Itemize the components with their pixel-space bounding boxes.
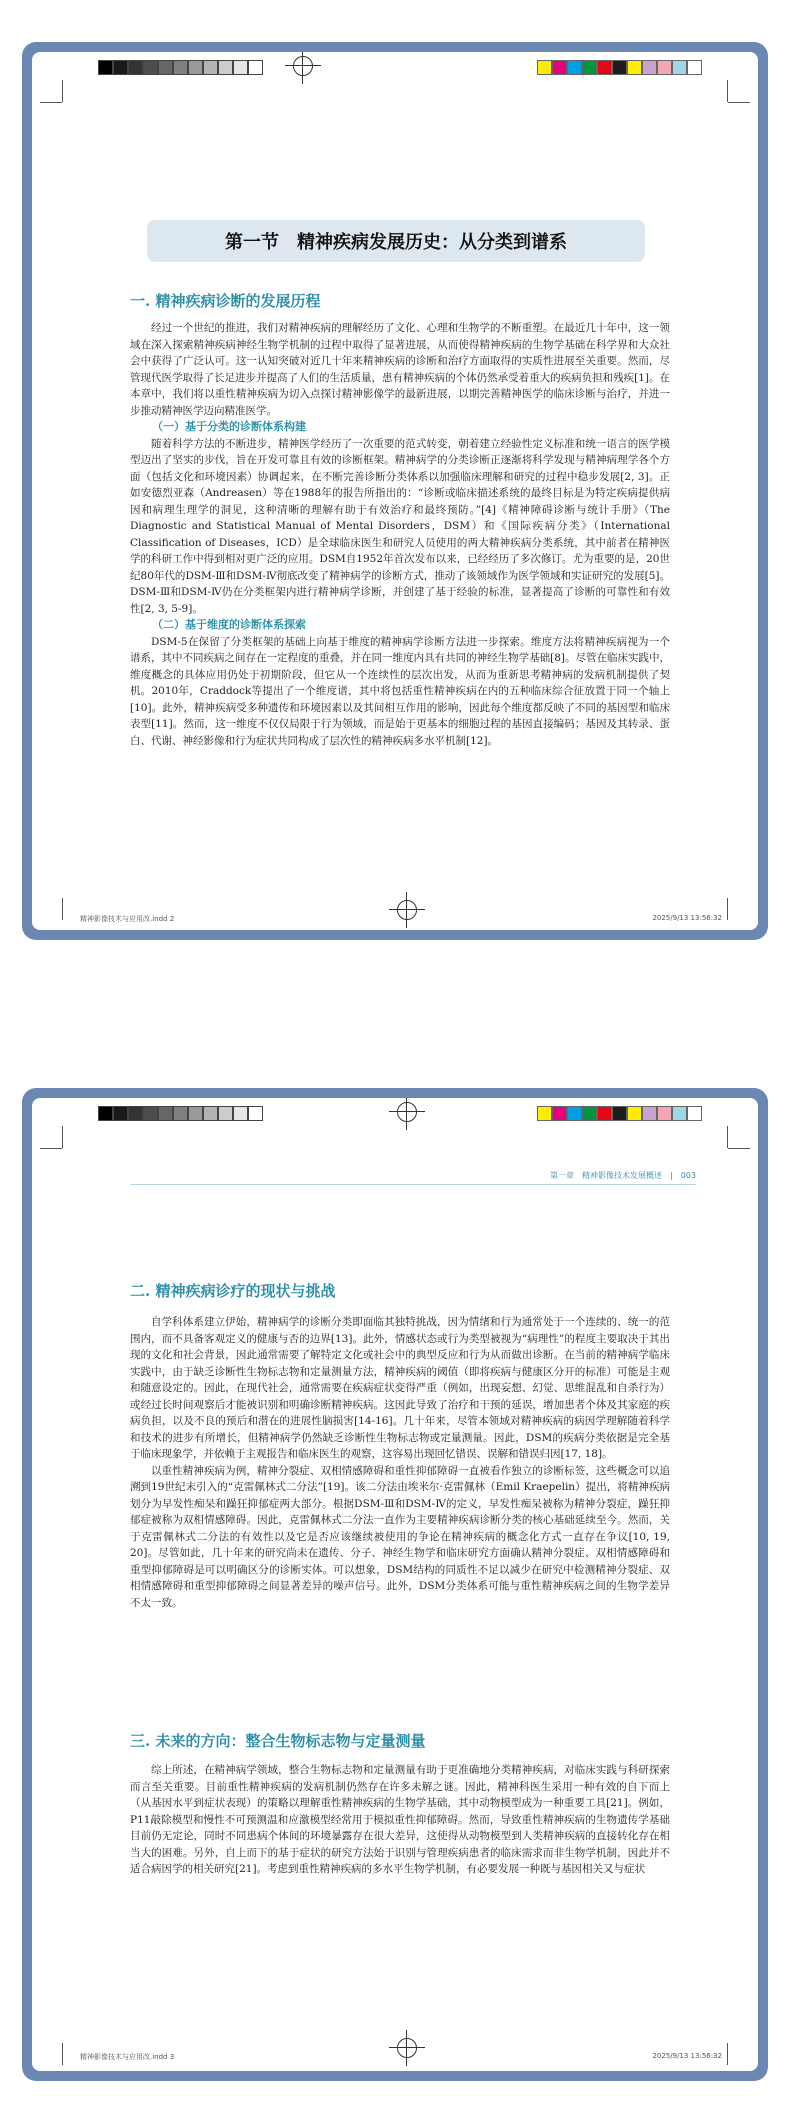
page-1-body xyxy=(130,320,670,749)
running-head: 第一章 精神影像技术发展概述 | 003 xyxy=(130,1170,696,1185)
footer-file-label: 精神影像技术与应用改.indd 3 xyxy=(80,2053,175,2061)
heading-diagnosis-history: 一. 精神疾病诊断的发展历程 xyxy=(130,292,321,310)
color-swatch xyxy=(612,60,627,75)
color-swatch xyxy=(537,60,552,75)
crop-mark xyxy=(727,898,728,920)
crop-mark xyxy=(728,102,750,103)
paragraph-diagnosis-challenges: 自学科体系建立伊始，精神病学的诊断分类即面临其独特挑战，因为情绪和行为通常处于一个连续的、统一的范围内，而不具备客观定义的健康与否的边界[13]。此外，情感状态或行为类型被视为“病理性”的程度主要取决于其出现的文化和社会背景，因此通常需要了解特定文化或社会中的典型反应和行为从而做出诊断。在当前的精神病学临床实践中，由于缺乏诊断性生物标志物和定量测量方法，精神疾病的阈值（即将疾病与健康区分开的标准）可能是主观和随意设定的。因此，在现代社会，通常需要在疾病症状变得严重（例如，出现妄想、幻觉、思维混乱和自杀行为）或经过长时间观察后才能被识别和明确诊断精神疾病。这因此导致了治疗和干预的延误，增加患者个体及其家庭的疾病负担，以及不良的预后和潜在的进展性脑损害[14-16]。几十年来，尽管本领域对精神疾病的病因学理解随着科学和技术的进步有所增长，但精神病学仍然缺乏诊断性生物标志物或定量测量。因此，DSM的疾病分类依据是完全基于临床现象学，并依赖于主观报告和临床医生的观察，这容易出现回忆错误、误解和错误归因[17, 18]。 xyxy=(130,1316,670,1460)
footer-file-label: 精神影像技术与应用改.indd 2 xyxy=(80,915,175,923)
page-1-paper xyxy=(32,52,758,930)
color-swatch xyxy=(672,60,687,75)
gray-swatch xyxy=(233,1106,248,1121)
color-swatch xyxy=(672,1106,687,1121)
color-swatch xyxy=(642,60,657,75)
color-swatch xyxy=(612,1106,627,1121)
subheading-dimension-system: （二）基于维度的诊断体系探索 xyxy=(152,618,306,631)
color-swatch xyxy=(687,1106,702,1121)
grayscale-calibration-bar xyxy=(98,1106,263,1121)
gray-swatch xyxy=(158,1106,173,1121)
paragraph-intro: 经过一个世纪的推进，我们对精神疾病的理解经历了文化、心理和生物学的不断重塑。在最近几十年中，这一领域在深入探索精神疾病神经生物学机制的过程中取得了显著进展，从而使得精神疾病的生物学基础在科学界和大众社会中获得了广泛认可。这一认知突破对近几十年来精神疾病的诊断和治疗方面取得的实质性进展至关重要。然而，尽管现代医学取得了长足进步并提高了人们的生活质量，患有精神疾病的个体仍然承受着重大的疾病负担和残疾[1]。在本章中，我们将以重性精神疾病为切入点探讨精神影像学的最新进展，以期完善精神医学的临床诊断与治疗，并进一步推动精神医学迈向精准医学。 xyxy=(130,322,670,417)
registration-mark-icon xyxy=(397,1102,417,1122)
gray-swatch xyxy=(128,60,143,75)
registration-mark-icon xyxy=(397,900,417,920)
gray-swatch xyxy=(143,1106,158,1121)
gray-swatch xyxy=(203,60,218,75)
color-swatch xyxy=(552,1106,567,1121)
gray-swatch xyxy=(248,60,263,75)
color-swatch xyxy=(552,60,567,75)
crop-mark xyxy=(727,80,728,102)
heading-status-challenges: 二. 精神疾病诊疗的现状与挑战 xyxy=(130,1282,336,1300)
crop-mark xyxy=(728,1148,750,1149)
gray-swatch xyxy=(188,1106,203,1121)
page-2-body-top xyxy=(130,1314,670,1611)
crop-mark xyxy=(40,1148,62,1149)
crop-mark xyxy=(727,1126,728,1148)
gray-swatch xyxy=(203,1106,218,1121)
crop-mark xyxy=(727,2043,728,2065)
gray-swatch xyxy=(218,60,233,75)
gray-swatch xyxy=(113,1106,128,1121)
page-2-frame xyxy=(22,1088,768,2081)
color-swatch xyxy=(567,60,582,75)
gray-swatch xyxy=(98,60,113,75)
footer-timestamp: 2025/9/13 13:56:32 xyxy=(652,914,722,922)
color-swatch xyxy=(642,1106,657,1121)
color-swatch xyxy=(657,1106,672,1121)
gray-swatch xyxy=(143,60,158,75)
gray-swatch xyxy=(218,1106,233,1121)
color-swatch xyxy=(537,1106,552,1121)
gray-swatch xyxy=(173,60,188,75)
crop-mark xyxy=(62,80,63,102)
gray-swatch xyxy=(248,1106,263,1121)
color-swatch xyxy=(582,1106,597,1121)
crop-mark xyxy=(62,2043,63,2065)
registration-mark-icon xyxy=(397,2038,417,2058)
color-swatch xyxy=(627,60,642,75)
color-swatch xyxy=(657,60,672,75)
section-title: 第一节 精神疾病发展历史：从分类到谱系 xyxy=(147,220,645,262)
crop-mark xyxy=(62,898,63,920)
page-1-frame xyxy=(22,42,768,940)
gray-swatch xyxy=(113,60,128,75)
gray-swatch xyxy=(233,60,248,75)
crop-mark xyxy=(62,1126,63,1148)
color-calibration-bar xyxy=(537,60,702,75)
gray-swatch xyxy=(98,1106,113,1121)
paragraph-dimension-system: DSM-5在保留了分类框架的基础上向基于维度的精神病学诊断方法进一步探索。维度方法将精神疾病视为一个谱系，其中不同疾病之间存在一定程度的重叠，并在同一维度内具有共同的神经生物学基础[8]。尽管在临床实践中，维度概念的具体应用仍处于初期阶段，但它从一个连续性的层次出发，从而为重新思考精神病的发病机制提供了契机。2010年，Craddock等提出了一个维度谱，其中将包括重性精神疾病在内的五种临床综合征放置于同一个轴上[10]。此外，精神疾病受多种遗传和环境因素以及其间相互作用的影响，因此每个维度都反映了不同的基因型和临床表型[11]。然而，这一维度不仅仅局限于行为领域，而是始于更基本的细胞过程的基因直接编码；基因及其转录、蛋白、代谢、神经影像和行为症状共同构成了层次性的精神疾病多水平机制[12]。 xyxy=(130,635,670,747)
crop-mark xyxy=(40,102,62,103)
color-swatch xyxy=(687,60,702,75)
registration-mark-icon xyxy=(293,56,313,76)
color-swatch xyxy=(582,60,597,75)
footer-timestamp: 2025/9/13 13:56:32 xyxy=(652,2052,722,2060)
color-swatch xyxy=(567,1106,582,1121)
paragraph-category-system: 随着科学方法的不断进步，精神医学经历了一次重要的范式转变，朝着建立经验性定义标准和统一语言的医学模型迈出了坚实的步伐，旨在开发可靠且有效的诊断框架。精神病学的分类诊断正逐渐将科学发现与精神病理学各个方面（包括文化和环境因素）协调起来，在不断完善诊断分类体系以加强临床理解和研究的过程中稳步发展[2, 3]。正如安德烈亚森（Andreasen）等在1988年的报告所指出的：“诊断或临床描述系统的最终目标是为特定疾病提供病因和病理生理学的洞见，这种清晰的理解有助于有效治疗和最终预防。”[4]《精神障碍诊断与统计手册》（The Diagnostic and Statistical Manual of Mental Disorders，DSM）和《国际疾病分类》（International Classification of Diseases，ICD）是全球临床医生和研究人员使用的两大精神疾病分类系统，其中前者在精神医学的科研工作中得到相对更广泛的应用。DSM自1952年首次发布以来，已经经历了多次修订。尤为重要的是，20世纪80年代的DSM-Ⅲ和DSM-Ⅳ彻底改变了精神病学的诊断方式，推动了该领域作为医学领域和实证研究的发展[5]。DSM-Ⅲ和DSM-Ⅳ仍在分类框架内进行精神病学诊断，并创建了基于经验的标准，显著提高了诊断的可靠性和有效性[2, 3, 5-9]。 xyxy=(130,437,670,615)
gray-swatch xyxy=(188,60,203,75)
grayscale-calibration-bar xyxy=(98,60,263,75)
page-2-body-bottom xyxy=(130,1762,670,1878)
color-swatch xyxy=(597,60,612,75)
gray-swatch xyxy=(158,60,173,75)
color-swatch xyxy=(597,1106,612,1121)
color-calibration-bar xyxy=(537,1106,702,1121)
subheading-category-system: （一）基于分类的诊断体系构建 xyxy=(152,420,306,433)
gray-swatch xyxy=(173,1106,188,1121)
paragraph-biomarkers: 综上所述，在精神病学领域，整合生物标志物和定量测量有助于更准确地分类精神疾病，对临床实践与科研探索而言至关重要。目前重性精神疾病的发病机制仍然存在许多未解之谜。因此，精神科医生采用一种有效的自下而上（从基因水平到症状表现）的策略以理解重性精神疾病的生物学基础，其中动物模型成为一种重要工具[21]。例如，P11敲除模型和慢性不可预测温和应激模型经常用于模拟重性抑郁障碍。然而，导致重性精神疾病的生物遗传学基础目前仍无定论，同时不同患病个体间的环境暴露存在很大差异，这使得从动物模型到人类精神疾病的直接转化存在相当大的困难。另外，自上而下的基于症状的研究方法始于识别与管理疾病患者的临床需求而非生物学机制，因此并不适合病因学的相关研究[21]。考虑到重性精神疾病的多水平生物学机制，有必要发展一种既与基因相关又与症状 xyxy=(130,1764,670,1875)
page-2-paper xyxy=(32,1098,758,2071)
color-swatch xyxy=(627,1106,642,1121)
heading-future-directions: 三. 未来的方向：整合生物标志物与定量测量 xyxy=(130,1732,426,1750)
paragraph-kraepelin-dichotomy: 以重性精神疾病为例，精神分裂症、双相情感障碍和重性抑郁障碍一直被看作独立的诊断标签，这些概念可以追溯到19世纪末引入的“克雷佩林式二分法”[19]。该二分法由埃米尔·克雷佩林（Emil Kraepelin）提出，将精神疾病划分为早发性痴呆和躁狂抑郁症两大部分。根据DSM-Ⅲ和DSM-Ⅳ的定义，早发性痴呆被称为精神分裂症，躁狂抑郁症被称为双相情感障碍。因此，克雷佩林式二分法一直作为主要精神疾病诊断分类的核心基础延续至今。然而，关于克雷佩林式二分法的有效性以及它是否应该继续被使用的争论在精神疾病的概念化方式一直存在争议[10, 19, 20]。尽管如此，几十年来的研究尚未在遗传、分子、神经生物学和临床研究方面确认精神分裂症、双相情感障碍和重型抑郁障碍是可以明确区分的诊断实体。可以想象，DSM结构的同质性不足以减少在研究中检测精神分裂症、双相情感障碍和重型抑郁障碍之间显著差异的噪声信号。此外，DSM分类体系可能与重性精神疾病之间的生物学差异不太一致。 xyxy=(130,1464,670,1609)
gray-swatch xyxy=(128,1106,143,1121)
